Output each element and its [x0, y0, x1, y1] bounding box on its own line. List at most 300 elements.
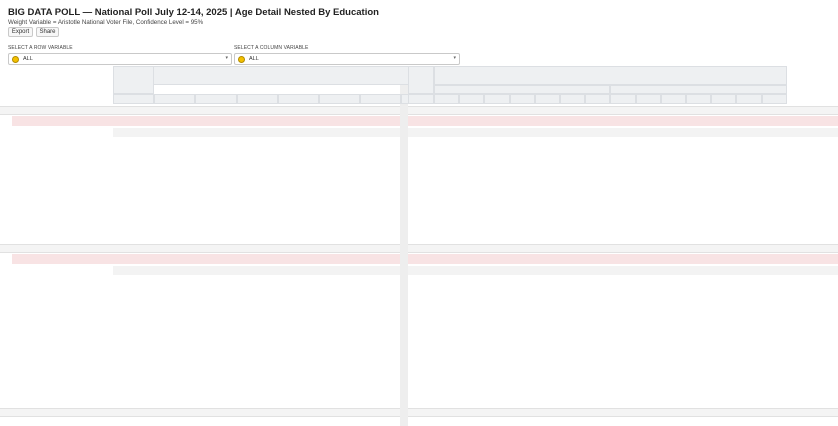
table-cell	[585, 154, 607, 161]
table-cell	[510, 206, 532, 213]
table-cell	[195, 173, 233, 180]
table-cell	[686, 285, 708, 292]
table-cell	[585, 147, 607, 154]
table-cell	[408, 180, 431, 187]
table-cell	[686, 199, 708, 206]
table-cell	[661, 154, 683, 161]
export-button[interactable]: Export	[8, 27, 33, 37]
table-cell	[560, 363, 582, 370]
table-cell	[610, 396, 632, 403]
table-cell	[762, 206, 784, 213]
table-cell	[787, 154, 809, 161]
table-cell	[154, 232, 192, 239]
table-cell	[686, 225, 708, 232]
table-cell	[510, 154, 532, 161]
right-column-header	[459, 94, 484, 104]
table-cell	[195, 344, 233, 351]
table-cell	[711, 337, 733, 344]
table-cell	[686, 147, 708, 154]
table-cell	[610, 180, 632, 187]
table-cell	[278, 318, 316, 325]
sample-size-cell	[736, 129, 758, 136]
table-cell	[510, 199, 532, 206]
table-cell	[484, 311, 506, 318]
table-cell	[237, 396, 275, 403]
sample-size-cell	[408, 267, 431, 274]
table-cell	[319, 363, 357, 370]
table-cell	[535, 154, 557, 161]
sample-size-cell	[434, 129, 456, 136]
table-cell	[154, 285, 192, 292]
sample-size-cell	[319, 129, 357, 136]
table-cell	[319, 173, 357, 180]
table-cell	[560, 370, 582, 377]
sample-size-cell	[661, 129, 683, 136]
left-column-header	[278, 94, 319, 104]
right-subgroup-header	[434, 85, 610, 94]
table-cell	[711, 396, 733, 403]
table-cell	[237, 318, 275, 325]
table-cell	[560, 147, 582, 154]
table-cell	[360, 363, 398, 370]
table-cell	[237, 363, 275, 370]
table-cell	[661, 318, 683, 325]
table-cell	[510, 147, 532, 154]
table-cell	[661, 285, 683, 292]
table-cell	[762, 180, 784, 187]
table-cell	[736, 225, 758, 232]
table-cell	[113, 363, 151, 370]
table-cell	[736, 206, 758, 213]
question-text	[0, 408, 400, 417]
table-cell	[585, 292, 607, 299]
table-cell	[237, 285, 275, 292]
table-cell	[113, 285, 151, 292]
table-cell	[484, 389, 506, 396]
table-cell	[319, 337, 357, 344]
table-cell	[585, 206, 607, 213]
table-cell	[319, 180, 357, 187]
table-cell	[195, 396, 233, 403]
table-cell	[510, 285, 532, 292]
table-cell	[736, 147, 758, 154]
table-cell	[585, 337, 607, 344]
table-cell	[237, 311, 275, 318]
table-cell	[278, 206, 316, 213]
table-cell	[237, 173, 275, 180]
table-cell	[535, 389, 557, 396]
table-cell	[736, 232, 758, 239]
sample-size-cell	[195, 129, 233, 136]
table-cell	[484, 292, 506, 299]
table-cell	[510, 389, 532, 396]
sample-size-cell	[278, 267, 316, 274]
table-cell	[510, 363, 532, 370]
table-cell	[686, 363, 708, 370]
table-cell	[154, 389, 192, 396]
table-cell	[535, 180, 557, 187]
left-group-header	[113, 66, 443, 85]
table-cell	[661, 363, 683, 370]
table-cell	[661, 344, 683, 351]
table-cell	[711, 370, 733, 377]
table-cell	[319, 147, 357, 154]
group-header	[408, 254, 838, 264]
table-cell	[154, 147, 192, 154]
table-cell	[661, 389, 683, 396]
right-top-header	[434, 66, 787, 85]
avatar-icon	[238, 56, 245, 63]
table-cell	[510, 370, 532, 377]
table-cell	[636, 292, 658, 299]
table-cell	[459, 389, 481, 396]
table-cell	[319, 285, 357, 292]
table-cell	[278, 180, 316, 187]
table-cell	[736, 199, 758, 206]
table-cell	[560, 337, 582, 344]
table-cell	[434, 396, 456, 403]
share-button[interactable]: Share	[36, 27, 59, 37]
table-cell	[610, 370, 632, 377]
table-cell	[319, 154, 357, 161]
table-cell	[459, 363, 481, 370]
table-cell	[195, 318, 233, 325]
table-cell	[278, 344, 316, 351]
table-cell	[560, 344, 582, 351]
table-cell	[535, 225, 557, 232]
table-cell	[408, 206, 431, 213]
table-cell	[154, 206, 192, 213]
right-column-header	[434, 94, 459, 104]
table-cell	[408, 154, 431, 161]
table-cell	[278, 292, 316, 299]
table-cell	[585, 225, 607, 232]
sample-size-cell	[585, 129, 607, 136]
chevron-down-icon[interactable]: ▾	[453, 55, 456, 61]
table-cell	[195, 292, 233, 299]
table-cell	[636, 318, 658, 325]
table-cell	[610, 206, 632, 213]
table-cell	[113, 225, 151, 232]
table-cell	[237, 344, 275, 351]
table-cell	[686, 292, 708, 299]
table-cell	[113, 292, 151, 299]
right-column-header	[636, 94, 661, 104]
table-cell	[661, 232, 683, 239]
table-cell	[762, 363, 784, 370]
table-cell	[319, 199, 357, 206]
table-cell	[787, 147, 809, 154]
sample-size-cell	[762, 129, 784, 136]
table-cell	[686, 337, 708, 344]
table-cell	[195, 311, 233, 318]
table-cell	[762, 396, 784, 403]
table-cell	[408, 370, 431, 377]
table-cell	[636, 285, 658, 292]
table-cell	[736, 173, 758, 180]
right-subgroup-header	[610, 85, 786, 94]
table-cell	[360, 180, 398, 187]
table-cell	[195, 206, 233, 213]
table-cell	[560, 396, 582, 403]
table-cell	[434, 285, 456, 292]
table-cell	[237, 232, 275, 239]
page-subtitle: Weight Variable = Aristotle National Voter File, Confidence Level = 95%	[8, 19, 204, 26]
table-cell	[459, 292, 481, 299]
row-variable-select[interactable]	[8, 53, 232, 65]
table-cell	[360, 206, 398, 213]
sample-size-cell	[711, 267, 733, 274]
table-cell	[661, 311, 683, 318]
table-cell	[278, 225, 316, 232]
table-cell	[585, 396, 607, 403]
table-cell	[762, 344, 784, 351]
table-cell	[661, 370, 683, 377]
table-cell	[762, 389, 784, 396]
table-cell	[711, 285, 733, 292]
sample-size-cell	[762, 267, 784, 274]
table-cell	[319, 292, 357, 299]
sample-size-cell	[661, 267, 683, 274]
table-cell	[610, 318, 632, 325]
table-cell	[113, 344, 151, 351]
table-cell	[113, 232, 151, 239]
table-cell	[510, 232, 532, 239]
group-header	[408, 116, 838, 126]
table-cell	[535, 311, 557, 318]
table-cell	[113, 370, 151, 377]
table-cell	[195, 154, 233, 161]
table-cell	[319, 232, 357, 239]
table-cell	[434, 292, 456, 299]
table-cell	[360, 285, 398, 292]
table-cell	[711, 199, 733, 206]
table-cell	[459, 396, 481, 403]
table-cell	[560, 206, 582, 213]
table-cell	[711, 311, 733, 318]
left-column-header	[154, 94, 195, 104]
table-cell	[434, 363, 456, 370]
table-cell	[787, 180, 809, 187]
table-cell	[278, 199, 316, 206]
table-cell	[762, 232, 784, 239]
table-cell	[610, 147, 632, 154]
table-cell	[535, 285, 557, 292]
table-cell	[560, 285, 582, 292]
table-cell	[585, 389, 607, 396]
table-cell	[661, 225, 683, 232]
table-cell	[319, 311, 357, 318]
sample-size-cell	[459, 129, 481, 136]
column-variable-label: SELECT A COLUMN VARIABLE	[234, 45, 309, 51]
table-cell	[459, 180, 481, 187]
sample-size-cell	[237, 129, 275, 136]
table-cell	[736, 363, 758, 370]
chevron-down-icon[interactable]: ▾	[225, 55, 228, 61]
table-cell	[736, 154, 758, 161]
table-cell	[535, 318, 557, 325]
table-cell	[408, 199, 431, 206]
left-column-header	[195, 94, 236, 104]
sample-size-cell	[636, 129, 658, 136]
table-cell	[195, 370, 233, 377]
table-cell	[434, 337, 456, 344]
table-cell	[711, 173, 733, 180]
table-cell	[278, 337, 316, 344]
table-cell	[459, 225, 481, 232]
table-cell	[510, 318, 532, 325]
table-cell	[610, 173, 632, 180]
right-column-header	[585, 94, 610, 104]
table-cell	[560, 311, 582, 318]
table-cell	[636, 232, 658, 239]
table-cell	[736, 318, 758, 325]
table-cell	[278, 147, 316, 154]
report-header	[0, 0, 838, 66]
table-cell	[484, 206, 506, 213]
table-cell	[560, 318, 582, 325]
table-cell	[154, 225, 192, 232]
right-column-header	[535, 94, 560, 104]
table-cell	[113, 147, 151, 154]
table-cell	[434, 173, 456, 180]
table-cell	[610, 285, 632, 292]
table-cell	[154, 396, 192, 403]
sample-size-cell	[434, 267, 456, 274]
table-cell	[636, 225, 658, 232]
table-cell	[237, 147, 275, 154]
table-cell	[711, 292, 733, 299]
right-column-header	[408, 94, 434, 104]
table-cell	[154, 370, 192, 377]
table-cell	[319, 206, 357, 213]
table-cell	[360, 232, 398, 239]
table-cell	[510, 337, 532, 344]
table-cell	[484, 147, 506, 154]
table-cell	[113, 180, 151, 187]
table-cell	[360, 154, 398, 161]
table-cell	[736, 311, 758, 318]
table-cell	[408, 337, 431, 344]
table-cell	[535, 344, 557, 351]
table-cell	[484, 173, 506, 180]
table-cell	[237, 292, 275, 299]
table-cell	[278, 285, 316, 292]
table-cell	[319, 318, 357, 325]
table-cell	[510, 292, 532, 299]
table-cell	[154, 173, 192, 180]
table-cell	[610, 199, 632, 206]
table-cell	[535, 232, 557, 239]
table-cell	[408, 363, 431, 370]
right-column-header	[736, 94, 761, 104]
table-cell	[484, 396, 506, 403]
table-cell	[434, 206, 456, 213]
table-cell	[319, 344, 357, 351]
table-cell	[408, 396, 431, 403]
avatar-icon	[12, 56, 19, 63]
table-cell	[736, 389, 758, 396]
table-cell	[113, 173, 151, 180]
left-total-header	[113, 66, 154, 94]
table-cell	[408, 318, 431, 325]
table-cell	[636, 344, 658, 351]
table-cell	[459, 285, 481, 292]
table-cell	[711, 225, 733, 232]
table-cell	[636, 337, 658, 344]
sample-size-cell	[510, 129, 532, 136]
table-cell	[535, 363, 557, 370]
sample-size-cell	[319, 267, 357, 274]
table-cell	[762, 154, 784, 161]
table-cell	[484, 225, 506, 232]
table-cell	[459, 370, 481, 377]
right-column-header	[686, 94, 711, 104]
table-cell	[560, 154, 582, 161]
table-cell	[535, 370, 557, 377]
table-cell	[762, 292, 784, 299]
table-cell	[636, 363, 658, 370]
table-cell	[319, 225, 357, 232]
table-cell	[510, 173, 532, 180]
table-cell	[154, 318, 192, 325]
table-cell	[535, 206, 557, 213]
table-cell	[585, 180, 607, 187]
right-column-header	[560, 94, 585, 104]
table-cell	[195, 232, 233, 239]
table-cell	[113, 154, 151, 161]
table-cell	[661, 147, 683, 154]
sample-size-cell	[585, 267, 607, 274]
table-cell	[661, 199, 683, 206]
table-cell	[319, 389, 357, 396]
right-column-header	[762, 94, 787, 104]
table-cell	[510, 396, 532, 403]
column-variable-value: ALL	[249, 56, 259, 62]
table-cell	[661, 206, 683, 213]
question-text	[408, 106, 838, 115]
sample-size-cell	[560, 129, 582, 136]
table-cell	[484, 318, 506, 325]
table-cell	[762, 337, 784, 344]
sample-size-cell	[736, 267, 758, 274]
table-cell	[661, 337, 683, 344]
crosstab-grid	[0, 66, 838, 426]
table-cell	[360, 199, 398, 206]
table-cell	[736, 337, 758, 344]
table-cell	[711, 147, 733, 154]
column-variable-select[interactable]	[234, 53, 460, 65]
table-cell	[459, 318, 481, 325]
table-cell	[459, 311, 481, 318]
table-cell	[661, 396, 683, 403]
table-cell	[560, 225, 582, 232]
table-cell	[762, 318, 784, 325]
table-cell	[484, 199, 506, 206]
table-cell	[535, 337, 557, 344]
table-cell	[510, 344, 532, 351]
table-cell	[636, 311, 658, 318]
left-column-header	[319, 94, 360, 104]
table-cell	[711, 389, 733, 396]
table-cell	[434, 154, 456, 161]
table-cell	[535, 147, 557, 154]
table-cell	[560, 173, 582, 180]
table-cell	[113, 396, 151, 403]
table-cell	[408, 225, 431, 232]
table-cell	[560, 180, 582, 187]
sample-size-cell	[711, 129, 733, 136]
